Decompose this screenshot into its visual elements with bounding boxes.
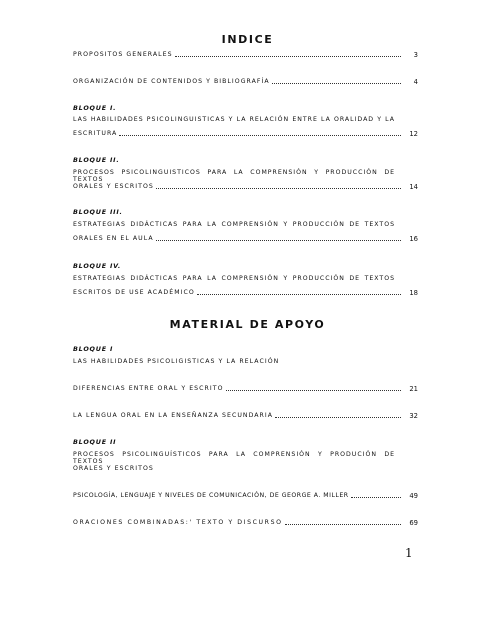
material-entry-text: ORACIONES COMBINADAS:' TEXTO Y DISCURSO xyxy=(73,519,283,526)
material-block1-subtitle: LAS HABILIDADES PSICOLIGISTICAS Y LA RELACIÓN xyxy=(73,358,280,365)
toc-entry-text: PROPOSITOS GENERALES xyxy=(73,51,173,58)
material-entry-text: PSICOLOGÍA, LENGUAJE Y NIVELES DE COMUNICACIÓN, DE GEORGE A. MILLER xyxy=(73,492,349,499)
material-title: MATERIAL DE APOYO xyxy=(169,318,326,331)
material-entry-page: 49 xyxy=(409,492,418,500)
block-page: 18 xyxy=(409,289,418,297)
leader-dots xyxy=(285,524,401,525)
material-entry xyxy=(73,385,403,392)
leader-dots xyxy=(197,294,401,295)
material-entry xyxy=(73,519,403,526)
material-entry xyxy=(73,492,403,499)
material-entry-text: DIFERENCIAS ENTRE ORAL Y ESCRITO xyxy=(73,385,224,392)
block-title-line1: LAS HABILIDADES PSICOLINGUISTICAS Y LA RELACIÓN ENTRE LA ORALIDAD Y LA xyxy=(73,116,395,123)
block-label: BLOQUE II. xyxy=(73,156,120,164)
material-block2-line1: PROCESOS PSICOLINGUÍSTICOS PARA LA COMPRENSIÓN Y PRODUCIÓN DE TEXTOS xyxy=(73,451,395,465)
leader-dots xyxy=(156,240,401,241)
page-number: 1 xyxy=(405,546,413,560)
block-title-line1: ESTRATEGIAS DIDÁCTICAS PARA LA COMPRENSIÓN Y PRODUCCIÓN DE TEXTOS xyxy=(73,221,395,228)
index-title: INDICE xyxy=(221,33,274,46)
leader-dots xyxy=(226,390,401,391)
material-entry-page: 32 xyxy=(409,412,418,420)
leader-dots xyxy=(272,83,401,84)
block-label: BLOQUE I. xyxy=(73,104,117,112)
toc-entry xyxy=(73,78,403,85)
block-title-line2-row xyxy=(73,289,403,296)
leader-dots xyxy=(175,56,401,57)
block-label: BLOQUE III. xyxy=(73,208,123,216)
toc-entry-page: 4 xyxy=(413,78,418,86)
block-title-line1: ESTRATEGIAS DIDÁCTICAS PARA LA COMPRENSIÓN Y PRODUCCIÓN DE TEXTOS xyxy=(73,275,395,282)
block-page: 16 xyxy=(409,235,418,243)
block-title-line2: ESCRITURA xyxy=(73,130,118,137)
toc-entry-page: 3 xyxy=(413,51,418,59)
block-page: 14 xyxy=(409,183,418,191)
material-block2-line2: ORALES Y ESCRITOS xyxy=(73,465,154,472)
material-entry-page: 69 xyxy=(409,519,418,527)
leader-dots xyxy=(119,135,401,136)
leader-dots xyxy=(351,497,401,498)
block-label: BLOQUE IV. xyxy=(73,262,122,270)
material-entry-text: LA LENGUA ORAL EN LA ENSEÑANZA SECUNDARIA xyxy=(73,412,274,419)
block-title-line2: ORALES Y ESCRITOS xyxy=(73,183,154,190)
block-page: 12 xyxy=(409,130,418,138)
material-entry-page: 21 xyxy=(409,385,418,393)
material-block2-label: BLOQUE II xyxy=(73,438,117,446)
block-title-line1: PROCESOS PSICOLINGUISTICOS PARA LA COMPRENSIÓN Y PRODUCCIÓN DE TEXTOS xyxy=(73,169,395,183)
block-title-line2-row xyxy=(73,183,403,190)
material-entry xyxy=(73,412,403,419)
toc-entry-text: ORGANIZACIÓN DE CONTENIDOS Y BIBLIOGRAFÍA xyxy=(73,78,270,85)
block-title-line2-row xyxy=(73,235,403,242)
block-title-line2-row xyxy=(73,130,403,137)
block-title-line2: ESCRITOS DE USE ACADÉMICO xyxy=(73,289,195,296)
block-title-line2: ORALES EN EL AULA xyxy=(73,235,154,242)
material-block1-label: BLOQUE I xyxy=(73,345,114,353)
leader-dots xyxy=(156,188,401,189)
toc-entry xyxy=(73,51,403,58)
leader-dots xyxy=(275,417,401,418)
